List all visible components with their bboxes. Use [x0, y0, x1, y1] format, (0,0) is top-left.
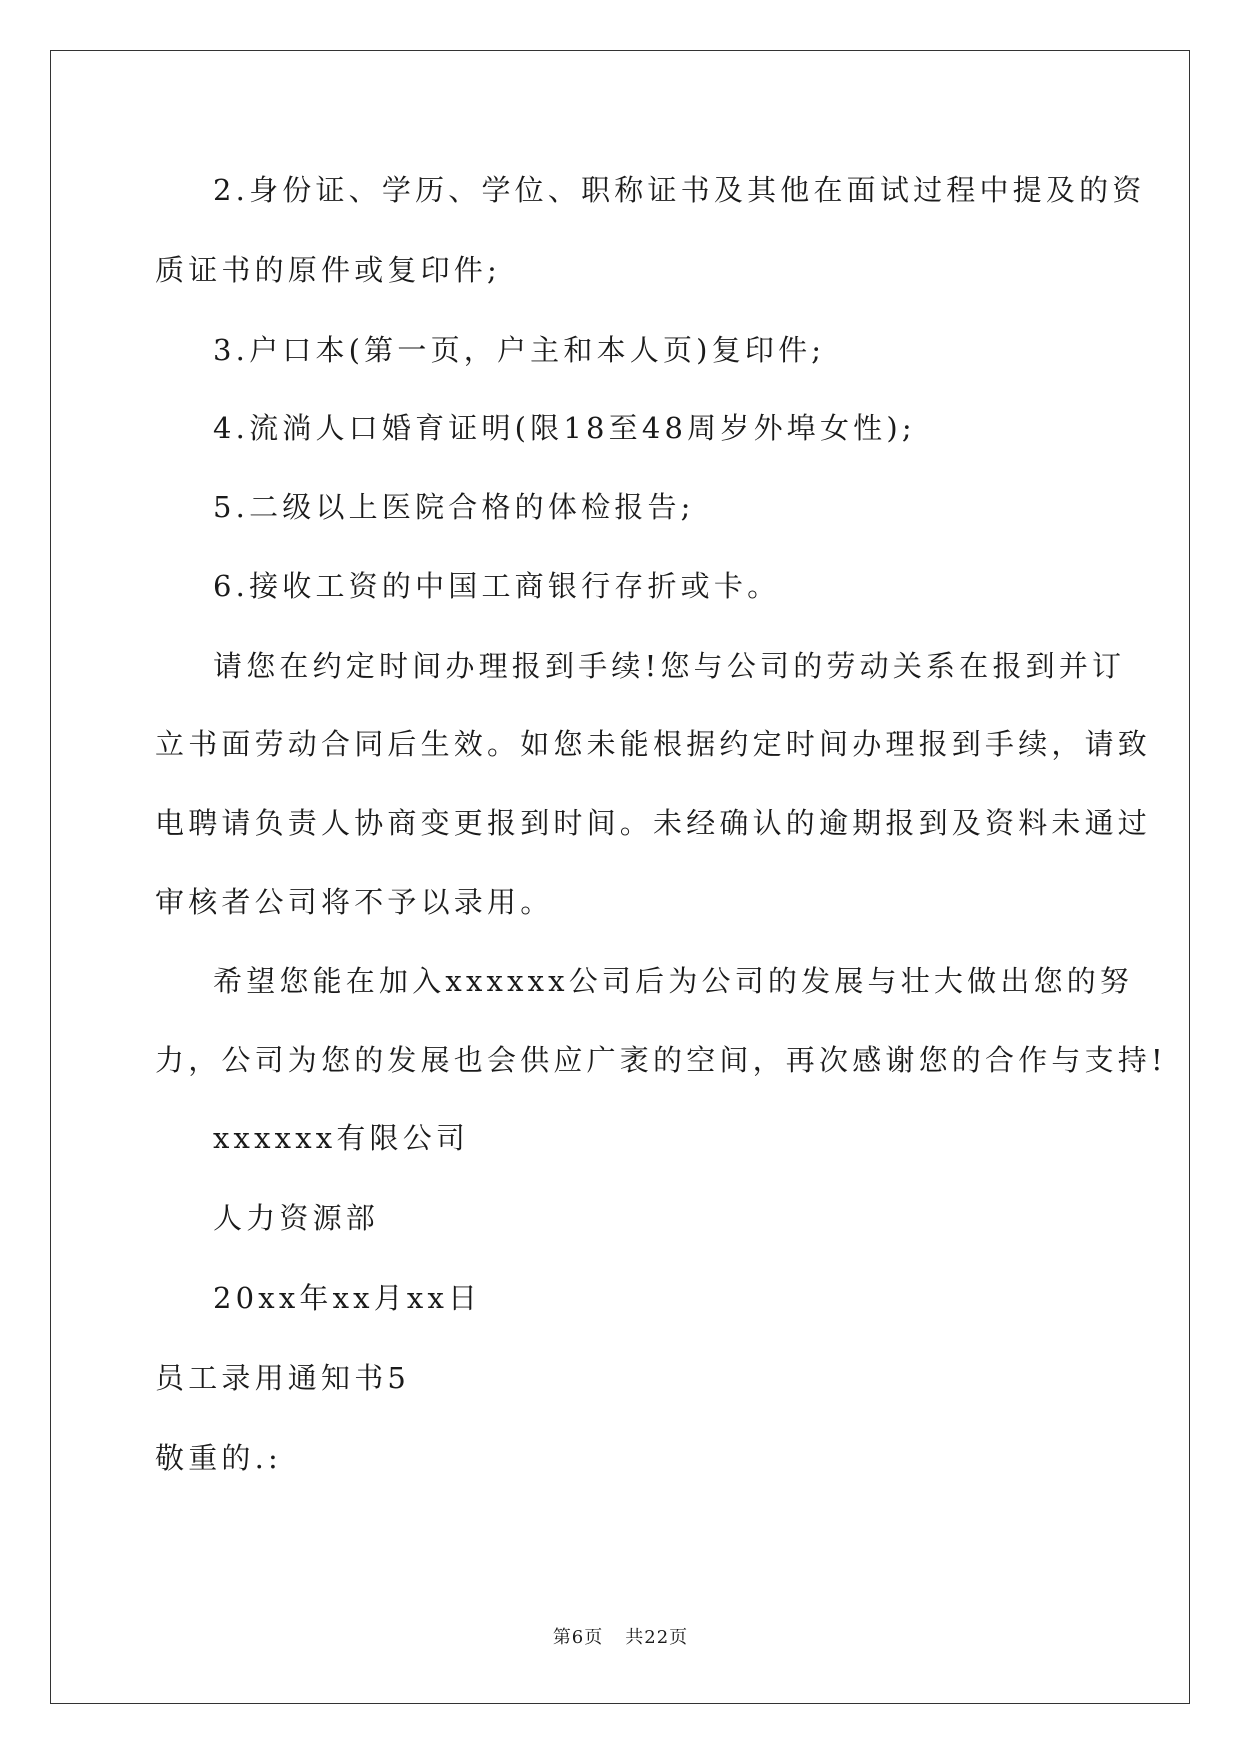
paragraph-line: 请您在约定时间办理报到手续!您与公司的劳动关系在报到并订: [213, 649, 1126, 683]
page-total: 共22页: [625, 1627, 689, 1648]
signature-date: 20xx年xx月xx日: [213, 1281, 482, 1315]
salutation: 敬重的.:: [155, 1441, 282, 1475]
paragraph-line: 5.二级以上医院合格的体检报告;: [213, 490, 695, 524]
department-name: 人力资源部: [213, 1201, 380, 1235]
paragraph-line: 希望您能在加入xxxxxx公司后为公司的发展与壮大做出您的努: [213, 964, 1134, 998]
paragraph-line: 立书面劳动合同后生效。如您未能根据约定时间办理报到手续，请致: [155, 727, 1152, 761]
page-footer: [0, 1623, 1241, 1649]
paragraph-line: 审核者公司将不予以录用。: [155, 885, 554, 919]
paragraph-line: 6.接收工资的中国工商银行存折或卡。: [213, 569, 781, 603]
paragraph-line: 电聘请负责人协商变更报到时间。未经确认的逾期报到及资料未通过: [155, 806, 1152, 840]
paragraph-line: 2.身份证、学历、学位、职称证书及其他在面试过程中提及的资: [213, 173, 1146, 207]
section-title: 员工录用通知书5: [155, 1361, 411, 1395]
paragraph-line: 力，公司为您的发展也会供应广袤的空间，再次感谢您的合作与支持!: [155, 1043, 1167, 1077]
paragraph-line: 4.流淌人口婚育证明(限18至48周岁外埠女性);: [213, 411, 916, 445]
page-number: 第6页: [552, 1627, 604, 1648]
company-name: xxxxxx有限公司: [213, 1121, 470, 1155]
paragraph-line: 质证书的原件或复印件;: [155, 253, 501, 287]
paragraph-line: 3.户口本(第一页，户主和本人页)复印件;: [213, 333, 826, 367]
